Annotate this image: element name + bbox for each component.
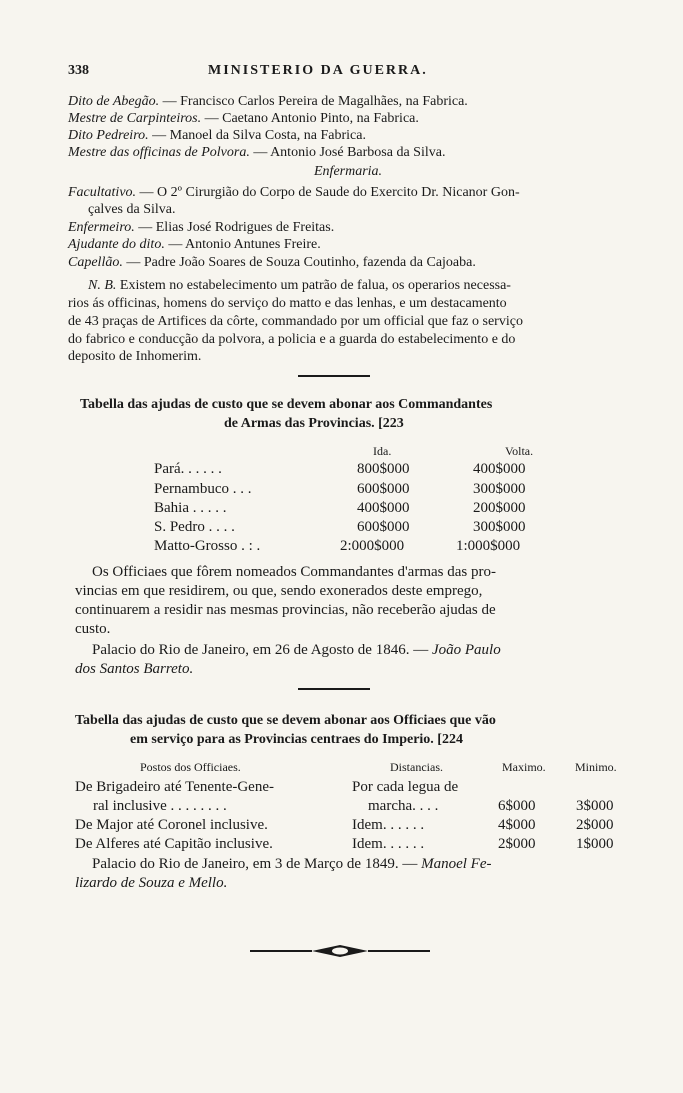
table1-note: custo. bbox=[75, 621, 111, 637]
table1-ida: 600$000 bbox=[357, 519, 410, 535]
staff-text: — Elias José Rodrigues de Freitas. bbox=[134, 220, 335, 235]
staff-text: — O 2º Cirurgião do Corpo de Saude do Exercito Dr. Nicanor Gon- bbox=[136, 185, 520, 200]
table1-place: Bahia . . . . . bbox=[154, 500, 227, 516]
closing-ornament-icon bbox=[250, 944, 430, 958]
table1-volta: 1:000$000 bbox=[456, 538, 521, 554]
table1-place: S. Pedro . . . . bbox=[154, 519, 235, 535]
staff-text: — Francisco Carlos Pereira de Magalhães, na Fabrica. bbox=[159, 94, 468, 109]
staff-entry bbox=[68, 144, 445, 161]
table1-col-volta: Volta. bbox=[505, 444, 534, 458]
table1-ida: 400$000 bbox=[357, 500, 410, 516]
staff-entry bbox=[88, 201, 175, 218]
table1-signature bbox=[92, 641, 501, 660]
staff-text: çalves da Silva. bbox=[88, 202, 176, 217]
staff-text: — Caetano Antonio Pinto, na Fabrica. bbox=[201, 111, 419, 126]
table2-dist: Por cada legua de bbox=[352, 779, 459, 795]
table1-ida: 800$000 bbox=[357, 461, 410, 477]
staff-role: Enfermeiro. bbox=[68, 220, 135, 235]
table2-title: Tabella das ajudas de custo que se devem abonar aos Officiaes que vão bbox=[75, 713, 496, 728]
staff-entry bbox=[68, 184, 520, 201]
table2-col-maximo: Maximo. bbox=[502, 760, 546, 774]
table1-volta: 400$000 bbox=[473, 461, 526, 477]
staff-entry bbox=[68, 110, 419, 127]
table1-col-ida: Ida. bbox=[373, 444, 392, 458]
staff-entry bbox=[68, 219, 334, 236]
table2-col-minimo: Minimo. bbox=[575, 760, 617, 774]
table2-posto: ral inclusive . . . . . . . . bbox=[93, 798, 227, 814]
table2-dist: marcha. . . . bbox=[368, 798, 439, 814]
section-heading-enfermaria: Enfermaria. bbox=[314, 164, 383, 179]
page-header bbox=[68, 63, 630, 83]
signature-name: dos Santos Barreto. bbox=[75, 661, 194, 677]
table1-volta: 300$000 bbox=[473, 481, 526, 497]
signature-place-date: Palacio do Rio de Janeiro, em 26 de Agosto de 1846. — bbox=[92, 642, 429, 658]
table1-note: continuarem a residir nas mesmas provincias, não receberão ajudas de bbox=[75, 602, 496, 618]
staff-role: Capellão. bbox=[68, 255, 123, 270]
table1-ida: 600$000 bbox=[357, 481, 410, 497]
staff-entry bbox=[68, 93, 468, 110]
table2-posto: De Major até Coronel inclusive. bbox=[75, 817, 268, 833]
nb-line: rios ás officinas, homens do serviço do matto e das lenhas, e um destacamento bbox=[68, 296, 507, 311]
nb-line: deposito de Inhomerim. bbox=[68, 349, 202, 364]
signature-place-date: Palacio do Rio de Janeiro, em 3 de Março de 1849. — bbox=[92, 856, 418, 872]
nb-text: Existem no estabelecimento um patrão de falua, os operarios necessa- bbox=[116, 278, 511, 293]
table2-min: 3$000 bbox=[576, 798, 614, 814]
table1-place: Pará. . . . . . bbox=[154, 461, 222, 477]
staff-text: — Antonio José Barbosa da Silva. bbox=[249, 145, 446, 160]
table2-signature bbox=[92, 855, 491, 874]
table1-volta: 200$000 bbox=[473, 500, 526, 516]
staff-role: Dito Pedreiro. bbox=[68, 128, 149, 143]
staff-role: Facultativo. bbox=[68, 185, 137, 200]
table2-dist: Idem. . . . . . bbox=[352, 817, 425, 833]
nb-line: do fabrico e conducção da polvora, a policia e a guarda do estabelecimento e do bbox=[68, 332, 516, 347]
table2-col-postos: Postos dos Officiaes. bbox=[140, 760, 241, 774]
section-divider bbox=[298, 375, 370, 377]
staff-role: Mestre das officinas de Polvora. bbox=[68, 145, 250, 160]
staff-entry bbox=[68, 254, 476, 271]
staff-entry bbox=[68, 127, 366, 144]
table2-title: em serviço para as Provincias centraes do Imperio. [224 bbox=[130, 732, 463, 747]
signature-name: Manoel Fe- bbox=[421, 856, 492, 872]
table1-title: Tabella das ajudas de custo que se devem abonar aos Commandantes bbox=[80, 397, 493, 412]
section-divider bbox=[298, 688, 370, 690]
nb-line bbox=[88, 277, 511, 294]
signature-name: lizardo de Souza e Mello. bbox=[75, 875, 228, 891]
table1-title: de Armas das Provincias. [223 bbox=[224, 416, 404, 431]
table2-max: 4$000 bbox=[498, 817, 536, 833]
staff-role: Dito de Abegão. bbox=[68, 94, 160, 109]
table1-place: Matto-Grosso . : . bbox=[154, 538, 261, 554]
staff-text: — Padre João Soares de Souza Coutinho, fazenda da Cajoaba. bbox=[122, 255, 476, 270]
table1-place: Pernambuco . . . bbox=[154, 481, 252, 497]
table2-min: 1$000 bbox=[576, 836, 614, 852]
nb-label: N. B. bbox=[88, 278, 117, 293]
staff-text: — Antonio Antunes Freire. bbox=[164, 237, 321, 252]
table1-note: Os Officiaes que fôrem nomeados Commandantes d'armas das pro- bbox=[92, 564, 496, 580]
table1-note: vincias em que residirem, ou que, sendo exonerados deste emprego, bbox=[75, 583, 483, 599]
staff-role: Ajudante do dito. bbox=[68, 237, 165, 252]
page-title: MINISTERIO DA GUERRA. bbox=[208, 63, 428, 78]
nb-line: de 43 praças de Artifices da côrte, commandado por um official que faz o serviço bbox=[68, 314, 523, 329]
table1-ida: 2:000$000 bbox=[340, 538, 405, 554]
page-number: 338 bbox=[68, 63, 89, 78]
table2-posto: De Alferes até Capitão inclusive. bbox=[75, 836, 273, 852]
staff-entry bbox=[68, 236, 321, 253]
signature-name: João Paulo bbox=[431, 642, 501, 658]
table2-max: 2$000 bbox=[498, 836, 536, 852]
table2-posto: De Brigadeiro até Tenente-Gene- bbox=[75, 779, 274, 795]
table2-max: 6$000 bbox=[498, 798, 536, 814]
table2-min: 2$000 bbox=[576, 817, 614, 833]
table2-col-distancias: Distancias. bbox=[390, 760, 443, 774]
staff-text: — Manoel da Silva Costa, na Fabrica. bbox=[148, 128, 366, 143]
table2-dist: Idem. . . . . . bbox=[352, 836, 425, 852]
staff-role: Mestre de Carpinteiros. bbox=[68, 111, 202, 126]
table1-volta: 300$000 bbox=[473, 519, 526, 535]
